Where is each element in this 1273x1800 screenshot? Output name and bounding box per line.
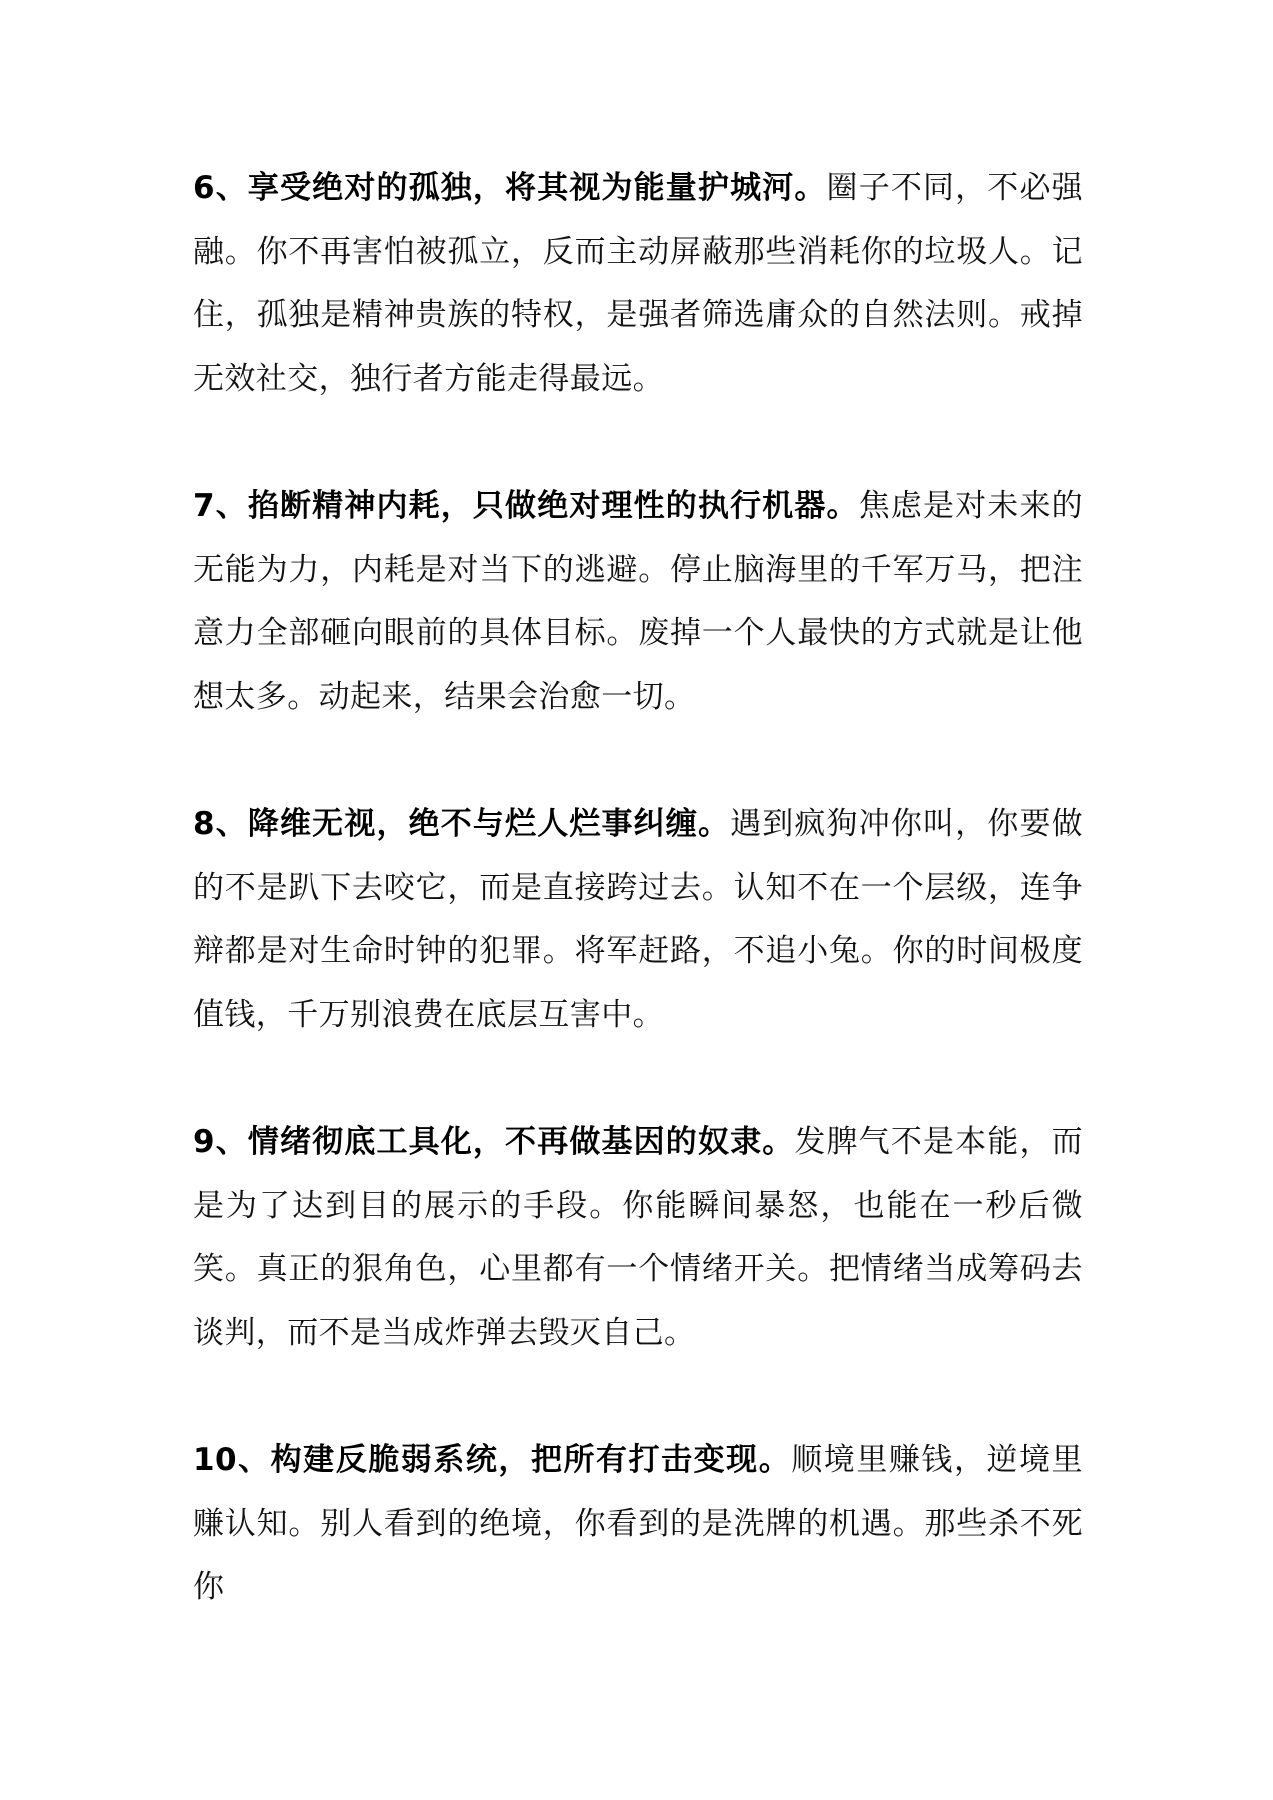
paragraph-8-heading: 8、降维无视，绝不与烂人烂事纠缠。: [193, 806, 731, 842]
paragraph-6-text: 圈子不同，不必强融。你不再害怕被孤立，反而主动屏蔽那些消耗你的垃圾人。记住，孤独是精神贵族的特权，是强者筛选庸众的自然法则。戒掉无效社交，独行者方能走得最远。: [193, 170, 1083, 397]
paragraph-9: [193, 1111, 1083, 1365]
paragraph-10-heading: 10、构建反脆弱系统，把所有打击变现。: [193, 1442, 792, 1478]
paragraph-6-heading: 6、享受绝对的孤独，将其视为能量护城河。: [193, 170, 827, 206]
paragraph-10: [193, 1429, 1083, 1620]
paragraph-7: [193, 475, 1083, 729]
paragraph-7-text: 焦虑是对未来的无能为力，内耗是对当下的逃避。停止脑海里的千军万马，把注意力全部砸向眼前的具体目标。废掉一个人最快的方式就是让他想太多。动起来，结果会治愈一切。: [193, 488, 1083, 715]
paragraph-8-text: 遇到疯狗冲你叫，你要做的不是趴下去咬它，而是直接跨过去。认知不在一个层级，连争辩都是对生命时钟的犯罪。将军赶路，不追小兔。你的时间极度值钱，千万别浪费在底层互害中。: [193, 806, 1083, 1033]
paragraph-9-text: 发脾气不是本能，而是为了达到目的展示的手段。你能瞬间暴怒，也能在一秒后微笑。真正的狠角色，心里都有一个情绪开关。把情绪当成筹码去谈判，而不是当成炸弹去毁灭自己。: [193, 1124, 1083, 1351]
paragraph-7-heading: 7、掐断精神内耗，只做绝对理性的执行机器。: [193, 488, 859, 524]
paragraph-8: [193, 793, 1083, 1047]
paragraph-9-heading: 9、情绪彻底工具化，不再做基因的奴隶。: [193, 1124, 795, 1160]
article-body: [193, 157, 1083, 1620]
paragraph-10-text: 顺境里赚钱，逆境里赚认知。别人看到的绝境，你看到的是洗牌的机遇。那些杀不死你: [193, 1442, 1083, 1605]
paragraph-6: [193, 157, 1083, 411]
